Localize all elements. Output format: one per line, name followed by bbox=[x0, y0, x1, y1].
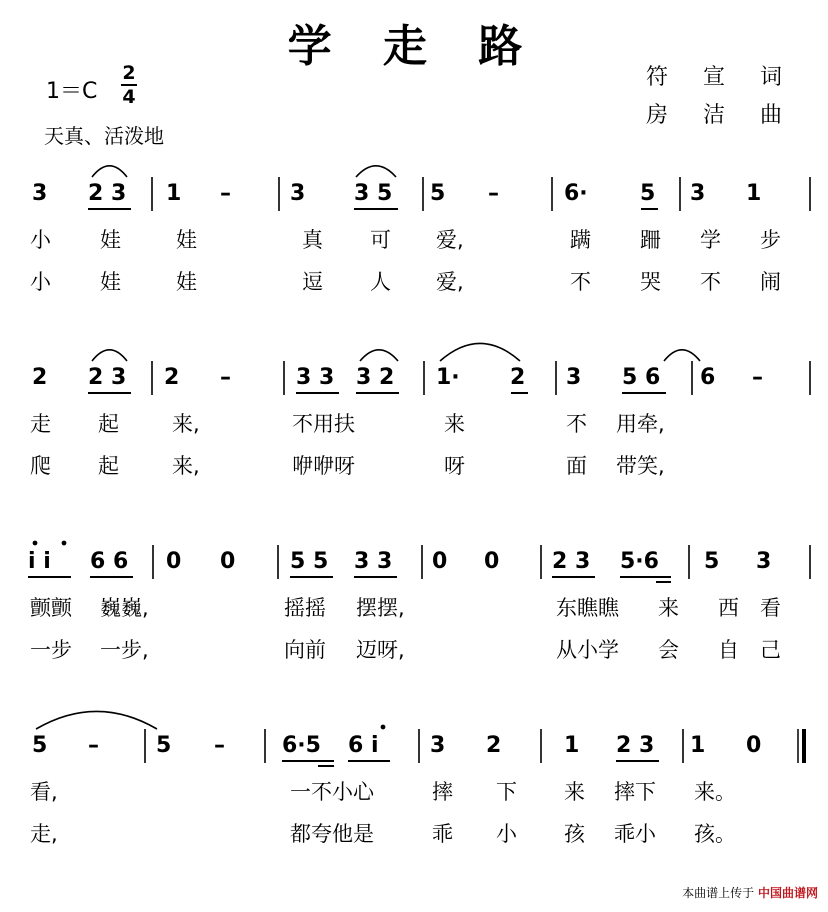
lyric-verse-1: 摇摇 bbox=[284, 596, 326, 620]
tempo-marking: 天真、活泼地 bbox=[44, 124, 164, 148]
lyric-verse-1: 小 bbox=[30, 228, 51, 252]
lyric-verse-2: 孩。 bbox=[694, 822, 736, 846]
composer-credit: 房 洁 曲 bbox=[646, 103, 796, 128]
lyric-verse-1: 跚 bbox=[640, 228, 661, 252]
lyric-verse-1: 来 bbox=[658, 596, 679, 620]
note-token: 2 3 bbox=[88, 181, 127, 206]
lyric-verse-1: 来 bbox=[444, 412, 465, 436]
lyric-verse-2: 爱, bbox=[436, 270, 464, 294]
note-token: 3 bbox=[32, 181, 48, 206]
note-token: 2 bbox=[32, 365, 48, 390]
note-token: 6 bbox=[700, 365, 716, 390]
slur bbox=[440, 343, 520, 361]
lyric-verse-2: 小 bbox=[496, 822, 517, 846]
lyric-verse-1: 一不小心 bbox=[290, 780, 374, 804]
lyric-verse-1: 看 bbox=[760, 596, 781, 620]
lyric-verse-1: 可 bbox=[370, 228, 391, 252]
note-token: – bbox=[488, 181, 499, 206]
note-token: 0 bbox=[220, 549, 236, 574]
lyric-verse-2: 自 bbox=[718, 638, 739, 662]
time-signature-numerator: 2 bbox=[122, 62, 136, 84]
upload-footer bbox=[682, 884, 818, 901]
octave-dot bbox=[381, 725, 386, 730]
lyric-verse-2: 起 bbox=[98, 454, 119, 478]
note-token: 6·5 bbox=[282, 733, 321, 758]
note-token: 3 bbox=[756, 549, 772, 574]
lyric-verse-2: 面 bbox=[566, 454, 587, 478]
note-token: 5 bbox=[156, 733, 172, 758]
note-token: – bbox=[220, 365, 231, 390]
lyric-verse-2: 闹 bbox=[760, 270, 781, 294]
lyric-verse-1: 娃 bbox=[100, 228, 121, 252]
note-token: 3 5 bbox=[354, 181, 393, 206]
lyric-verse-2: 咿咿呀 bbox=[292, 454, 355, 478]
note-token: 6 6 bbox=[90, 549, 129, 574]
slur bbox=[92, 166, 127, 177]
note-token: 1· bbox=[436, 365, 460, 390]
time-signature-denominator: 4 bbox=[122, 86, 136, 108]
note-token: 0 bbox=[166, 549, 182, 574]
note-token: 1 bbox=[746, 181, 762, 206]
lyric-verse-2: 一步 bbox=[30, 638, 72, 662]
lyric-verse-1: 摆摆, bbox=[356, 596, 405, 620]
note-token: – bbox=[88, 733, 99, 758]
lyric-verse-1: 来 bbox=[564, 780, 585, 804]
note-token: 2 3 bbox=[88, 365, 127, 390]
lyric-verse-1: 颤颤 bbox=[30, 596, 72, 620]
note-token: 1 bbox=[690, 733, 706, 758]
note-token: 3 2 bbox=[356, 365, 395, 390]
note-token: 5 5 bbox=[290, 549, 329, 574]
lyric-verse-2: 人 bbox=[370, 270, 391, 294]
note-token: – bbox=[752, 365, 763, 390]
lyric-verse-2: 走, bbox=[30, 822, 58, 846]
note-token: 5 bbox=[32, 733, 48, 758]
lyric-verse-2: 带笑, bbox=[616, 454, 665, 478]
note-token: 3 bbox=[430, 733, 446, 758]
lyric-verse-1: 真 bbox=[302, 228, 323, 252]
note-token: 2 bbox=[486, 733, 502, 758]
slur bbox=[664, 350, 700, 361]
note-token: 1 bbox=[564, 733, 580, 758]
note-token: 6 i bbox=[348, 733, 379, 758]
slur bbox=[92, 350, 127, 361]
note-token: 3 3 bbox=[354, 549, 393, 574]
note-token: 5 6 bbox=[622, 365, 661, 390]
octave-dot bbox=[62, 541, 67, 546]
lyric-verse-1: 用牵, bbox=[616, 412, 665, 436]
lyric-verse-2: 会 bbox=[658, 638, 679, 662]
octave-dot bbox=[33, 541, 38, 546]
lyric-verse-1: 起 bbox=[98, 412, 119, 436]
lyric-verse-2: 己 bbox=[760, 638, 781, 662]
site-logo: 中国曲谱网 bbox=[757, 886, 818, 900]
slur bbox=[360, 350, 398, 361]
note-token: 5·6 bbox=[620, 549, 659, 574]
lyricist-credit: 符 宣 词 bbox=[646, 65, 796, 90]
lyric-verse-1: 步 bbox=[760, 228, 781, 252]
lyric-verse-2: 娃 bbox=[100, 270, 121, 294]
lyric-verse-2: 一步, bbox=[100, 638, 149, 662]
note-token: 3 bbox=[566, 365, 582, 390]
upload-text: 本曲谱上传于 bbox=[682, 886, 755, 900]
lyric-verse-2: 来, bbox=[172, 454, 200, 478]
lyric-verse-1: 来, bbox=[172, 412, 200, 436]
note-token: 0 bbox=[746, 733, 762, 758]
note-token: 5 bbox=[704, 549, 720, 574]
note-token: 2 bbox=[164, 365, 180, 390]
lyric-verse-1: 爱, bbox=[436, 228, 464, 252]
note-token: 2 3 bbox=[552, 549, 591, 574]
lyric-verse-1: 摔下 bbox=[614, 780, 656, 804]
lyric-verse-2: 乖 bbox=[432, 822, 453, 846]
lyric-verse-2: 不 bbox=[700, 270, 721, 294]
lyric-verse-2: 呀 bbox=[444, 454, 465, 478]
lyric-verse-1: 下 bbox=[496, 780, 517, 804]
lyric-verse-1: 不 bbox=[566, 412, 587, 436]
slur bbox=[356, 166, 396, 177]
lyric-verse-2: 向前 bbox=[284, 638, 326, 662]
note-token: 0 bbox=[432, 549, 448, 574]
lyric-verse-2: 小 bbox=[30, 270, 51, 294]
slur bbox=[36, 711, 157, 729]
note-token: i i bbox=[28, 549, 51, 574]
note-token: 3 bbox=[690, 181, 706, 206]
lyric-verse-1: 摔 bbox=[432, 780, 453, 804]
note-token: 5 bbox=[430, 181, 446, 206]
lyric-verse-2: 不 bbox=[570, 270, 591, 294]
note-token: 1 bbox=[166, 181, 182, 206]
lyric-verse-1: 学 bbox=[700, 228, 721, 252]
note-token: 2 bbox=[510, 365, 526, 390]
note-token: 2 3 bbox=[616, 733, 655, 758]
lyric-verse-2: 爬 bbox=[30, 454, 51, 478]
note-token: – bbox=[220, 181, 231, 206]
lyric-verse-2: 从小学 bbox=[556, 638, 619, 662]
lyric-verse-1: 走 bbox=[30, 412, 51, 436]
lyric-verse-1: 不用扶 bbox=[292, 412, 355, 436]
lyric-verse-1: 看, bbox=[30, 780, 58, 804]
lyric-verse-1: 娃 bbox=[176, 228, 197, 252]
lyric-verse-1: 巍巍, bbox=[100, 596, 149, 620]
note-token: 5 bbox=[640, 181, 656, 206]
lyric-verse-1: 蹒 bbox=[570, 228, 591, 252]
lyric-verse-2: 哭 bbox=[640, 270, 661, 294]
song-title: 学 走 路 bbox=[287, 21, 541, 72]
lyric-verse-2: 都夸他是 bbox=[290, 822, 374, 846]
note-token: 3 3 bbox=[296, 365, 335, 390]
note-token: 0 bbox=[484, 549, 500, 574]
lyric-verse-2: 迈呀, bbox=[356, 638, 405, 662]
lyric-verse-1: 来。 bbox=[694, 780, 736, 804]
lyric-verse-2: 孩 bbox=[564, 822, 585, 846]
note-token: 6· bbox=[564, 181, 588, 206]
lyric-verse-1: 东瞧瞧 bbox=[556, 596, 619, 620]
key-signature: 1＝C bbox=[46, 79, 98, 104]
lyric-verse-2: 娃 bbox=[176, 270, 197, 294]
note-token: – bbox=[214, 733, 225, 758]
lyric-verse-2: 乖小 bbox=[614, 822, 656, 846]
note-token: 3 bbox=[290, 181, 306, 206]
lyric-verse-1: 西 bbox=[718, 596, 739, 620]
lyric-verse-2: 逗 bbox=[302, 270, 323, 294]
